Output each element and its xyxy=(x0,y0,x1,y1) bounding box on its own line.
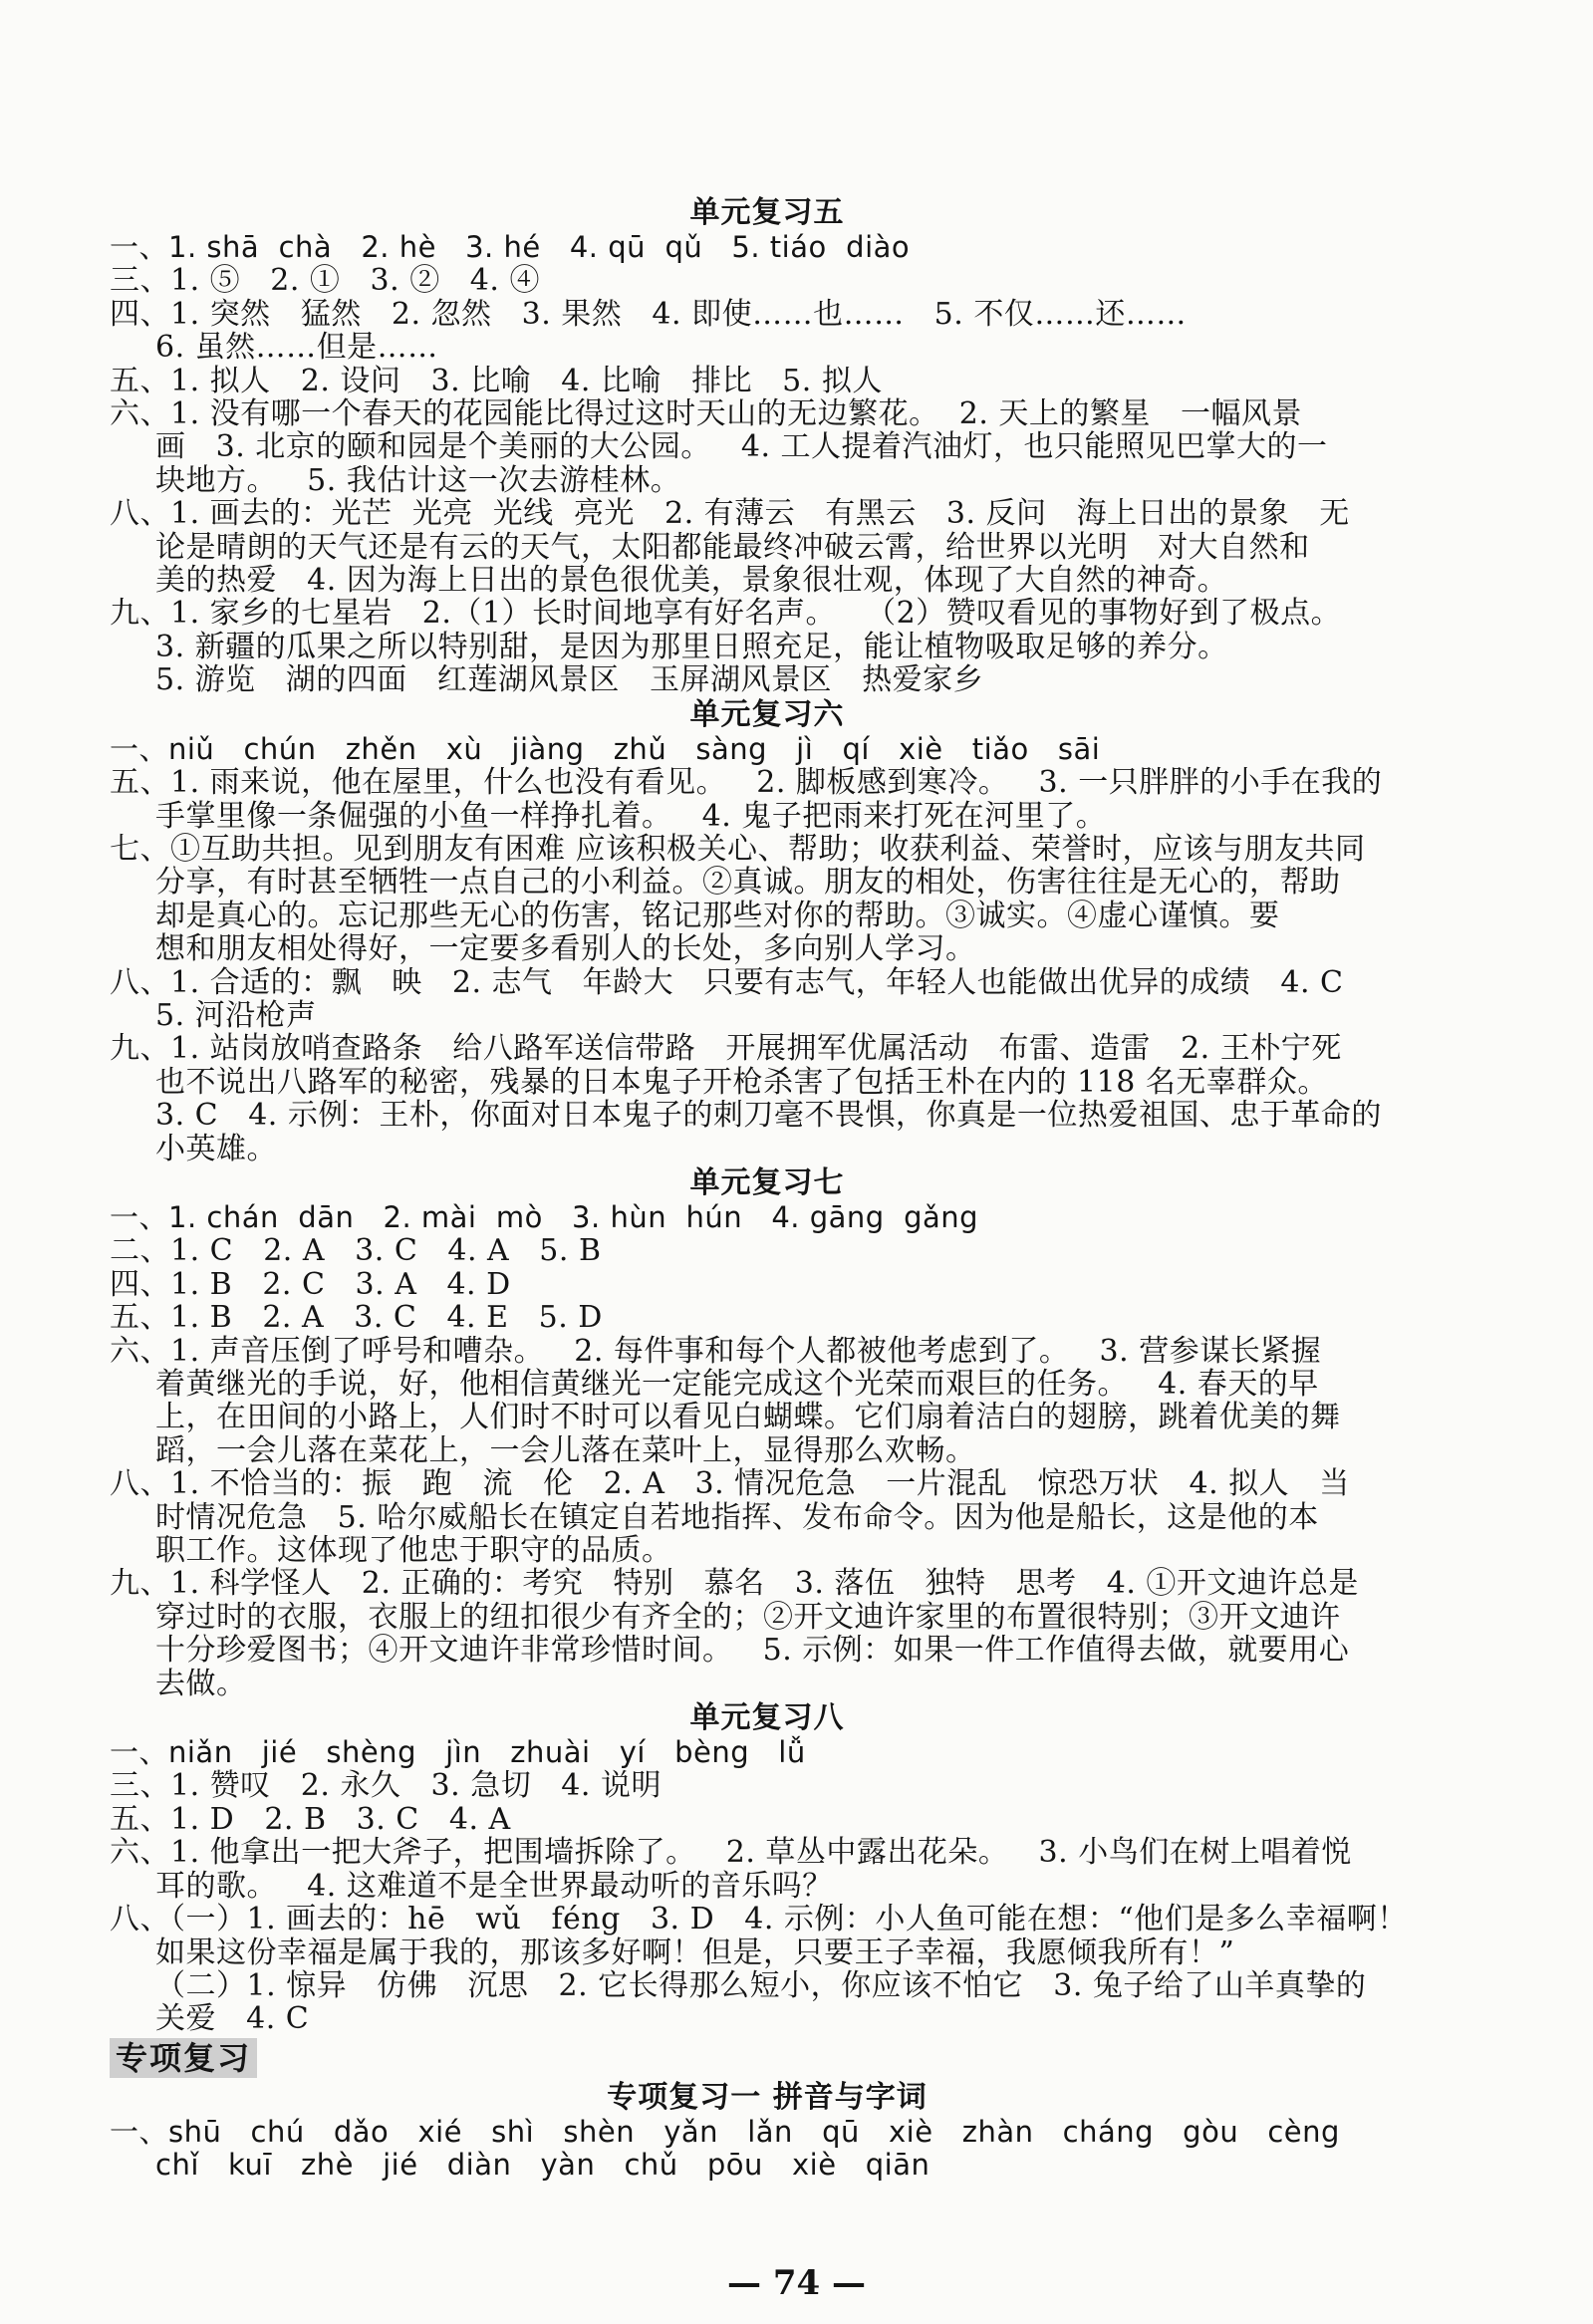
unit5-line: 四、1. 突然 猛然 2. 忽然 3. 果然 4. 即使……也…… 5. 不仅……还…… xyxy=(110,296,1187,332)
unit5-line: 六、1. 没有哪一个春天的花园能比得过这时天山的无边繁花。 2. 天上的繁星 一幅风景 xyxy=(110,396,1302,432)
unit8-line: 关爱 4. C xyxy=(155,2001,310,2037)
unit7-line: 时情况危急 5. 哈尔威船长在镇定自若地指挥、发布命令。因为他是船长，这是他的本 xyxy=(155,1499,1319,1535)
unit7-line: 二、1. C 2. A 3. C 4. A 5. B xyxy=(110,1233,602,1269)
unit6-line: 也不说出八路军的秘密，残暴的日本鬼子开枪杀害了包括王朴在内的 118 名无辜群众。 xyxy=(155,1064,1328,1100)
special-review-band: 专项复习 xyxy=(110,2038,257,2078)
unit8-line: 三、1. 赞叹 2. 永久 3. 急切 4. 说明 xyxy=(110,1768,662,1804)
unit5-line: 五、1. 拟人 2. 设问 3. 比喻 4. 比喻 排比 5. 拟人 xyxy=(110,363,883,398)
unit8-line: 六、1. 他拿出一把大斧子，把围墙拆除了。 2. 草丛中露出花朵。 3. 小鸟们在树上唱着悦 xyxy=(110,1835,1352,1871)
unit6-line: 手掌里像一条倔强的小鱼一样挣扎着。 4. 鬼子把雨来打死在河里了。 xyxy=(155,798,1107,834)
unit8-line: 如果这份幸福是属于我的，那该多好啊！但是，只要王子幸福，我愿倾我所有！” xyxy=(155,1935,1235,1970)
unit6-line: 七、①互助共担。见到朋友有困难 应该积极关心、帮助；收获利益、荣誉时，应该与朋友共同 xyxy=(110,831,1366,867)
unit7-line: 十分珍爱图书；④开文迪许非常珍惜时间。 5. 示例：如果一件工作值得去做，就要用心 xyxy=(155,1633,1350,1669)
unit8-line: 五、1. D 2. B 3. C 4. A xyxy=(110,1801,511,1837)
unit8-title: 单元复习八 xyxy=(689,1700,845,1736)
unit6-line: 八、1. 合适的：飘 映 2. 志气 年龄大 只要有志气，年轻人也能做出优异的成绩 4. C xyxy=(110,964,1344,1000)
unit7-title: 单元复习七 xyxy=(689,1164,845,1200)
unit8-line: （二）1. 惊异 仿佛 沉思 2. 它长得那么短小，你应该不怕它 3. 兔子给了山羊真挚的 xyxy=(155,1967,1367,2003)
unit7-line: 四、1. B 2. C 3. A 4. D xyxy=(110,1266,511,1302)
unit6-line: 3. C 4. 示例：王朴，你面对日本鬼子的刺刀毫不畏惧，你真是一位热爱祖国、忠于革命的 xyxy=(155,1098,1382,1134)
unit5-line: 八、1. 画去的：光芒 光亮 光线 亮光 2. 有薄云 有黑云 3. 反问 海上日出的景象 无 xyxy=(110,496,1350,532)
unit7-line: 九、1. 科学怪人 2. 正确的：考究 特别 慕名 3. 落伍 独特 思考 4. ①开文迪许总是 xyxy=(110,1566,1359,1602)
unit5-line: 画 3. 北京的颐和园是个美丽的大公园。 4. 工人提着汽油灯，也只能照见巴掌大的一 xyxy=(155,429,1328,465)
unit7-line: 着黄继光的手说，好，他相信黄继光一定能完成这个光荣而艰巨的任务。 4. 春天的早 xyxy=(155,1367,1319,1402)
unit5-line: 三、1. ⑤ 2. ① 3. ② 4. ④ xyxy=(110,263,540,299)
unit7-line: 蹈，一会儿落在菜花上，一会儿落在菜叶上，显得那么欢畅。 xyxy=(155,1432,976,1468)
unit6-line: 想和朋友相处得好，一定要多看别人的长处，多向别人学习。 xyxy=(155,931,976,967)
unit7-line: 职工作。这体现了他忠于职守的品质。 xyxy=(155,1533,672,1569)
special-review-title: 专项复习一 拼音与字词 xyxy=(607,2079,928,2115)
page-number: — 74 — xyxy=(727,2263,866,2303)
unit5-line: 一、1. shā chà 2. hè 3. hé 4. qū qǔ 5. tiáo diào xyxy=(110,230,911,264)
unit6-line: 5. 河沿枪声 xyxy=(155,997,317,1033)
unit7-line: 五、1. B 2. A 3. C 4. E 5. D xyxy=(110,1300,603,1336)
unit5-line: 5. 游览 湖的四面 红莲湖风景区 玉屏湖风景区 热爱家乡 xyxy=(155,662,984,698)
special-line: chǐ kuī zhè jié diàn yàn chǔ pōu xiè qiān xyxy=(155,2148,930,2183)
unit8-line: 八、（一）1. 画去的：hē wǔ féng 3. D 4. 示例：小人鱼可能在想：“他们是多么幸福啊！ xyxy=(110,1902,1408,1937)
unit6-title: 单元复习六 xyxy=(689,696,845,732)
unit5-line: 6. 虽然……但是…… xyxy=(155,330,438,366)
unit5-line: 九、1. 家乡的七星岩 2.（1）长时间地享有好名声。 （2）赞叹看见的事物好到了极点。 xyxy=(110,596,1342,632)
unit8-line: 一、niǎn jié shèng jìn zhuài yí bèng lǚ xyxy=(110,1735,806,1770)
unit7-line: 上，在田间的小路上，人们时不时可以看见白蝴蝶。它们扇着洁白的翅膀，跳着优美的舞 xyxy=(155,1400,1341,1435)
unit7-line: 八、1. 不恰当的：振 跑 流 伦 2. A 3. 情况危急 一片混乱 惊恐万状 4. 拟人 当 xyxy=(110,1466,1350,1502)
special-line: 一、shū chú dǎo xié shì shèn yǎn lǎn qū xiè zhàn cháng gòu cèng xyxy=(110,2114,1340,2149)
unit5-line: 论是晴朗的天气还是有云的天气，太阳都能最终冲破云霄，给世界以光明 对大自然和 xyxy=(155,529,1310,565)
unit7-line: 去做。 xyxy=(155,1666,247,1701)
unit6-line: 一、niǔ chún zhěn xù jiàng zhǔ sàng jì qí xiè tiǎo sāi xyxy=(110,731,1101,766)
unit6-line: 九、1. 站岗放哨查路条 给八路军送信带路 开展拥军优属活动 布雷、造雷 2. 王朴宁死 xyxy=(110,1031,1342,1067)
unit5-line: 块地方。 5. 我估计这一次去游桂林。 xyxy=(155,462,681,498)
unit8-line: 耳的歌。 4. 这难道不是全世界最动听的音乐吗？ xyxy=(155,1868,833,1904)
unit5-title: 单元复习五 xyxy=(689,195,845,230)
unit7-line: 穿过时的衣服，衣服上的纽扣很少有齐全的；②开文迪许家里的布置很特别；③开文迪许 xyxy=(155,1599,1341,1635)
unit6-line: 却是真心的。忘记那些无心的伤害，铭记那些对你的帮助。③诚实。④虚心谨慎。要 xyxy=(155,898,1280,933)
answer-page xyxy=(110,195,1425,2183)
unit6-line: 小英雄。 xyxy=(155,1131,277,1166)
unit5-line: 3. 新疆的瓜果之所以特别甜，是因为那里日照充足，能让植物吸取足够的养分。 xyxy=(155,629,1228,664)
unit6-line: 分享，有时甚至牺牲一点自己的小利益。②真诚。朋友的相处，伤害往往是无心的，帮助 xyxy=(155,865,1341,901)
unit5-line: 美的热爱 4. 因为海上日出的景色很优美，景象很壮观，体现了大自然的神奇。 xyxy=(155,563,1228,599)
unit6-line: 五、1. 雨来说，他在屋里，什么也没有看见。 2. 脚板感到寒冷。 3. 一只胖胖的小手在我的 xyxy=(110,765,1383,801)
unit7-line: 一、1. chán dān 2. mài mò 3. hùn hún 4. gāng gǎng xyxy=(110,1199,979,1234)
unit7-line: 六、1. 声音压倒了呼号和嘈杂。 2. 每件事和每个人都被他考虑到了。 3. 营参谋长紧握 xyxy=(110,1333,1322,1369)
